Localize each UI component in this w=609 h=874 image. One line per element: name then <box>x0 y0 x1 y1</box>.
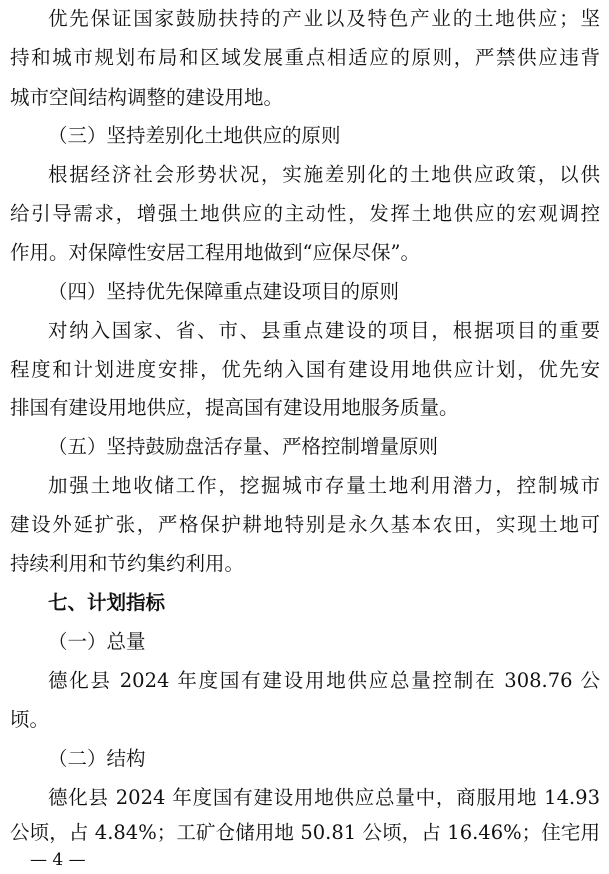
section-heading: （四）坚持优先保障重点建设项目的原则 <box>48 280 400 303</box>
paragraph-line: 城市空间结构调整的建设用地。 <box>10 86 284 109</box>
paragraph-line: 作用。对保障性安居工程用地做到“应保尽保”。 <box>10 241 420 264</box>
subsection-heading: （二）结构 <box>48 747 146 770</box>
section-heading: （五）坚持鼓励盘活存量、严格控制增量原则 <box>48 435 439 458</box>
paragraph-line: 顷。 <box>10 708 50 731</box>
paragraph-line: 加强土地收储工作，挖掘城市存量土地利用潜力，控制城市 <box>48 474 600 497</box>
paragraph-line: 持和城市规划布局和区域发展重点相适应的原则，严禁供应违背 <box>10 46 600 69</box>
paragraph-line: 给引导需求，增强土地供应的主动性，发挥土地供应的宏观调控 <box>10 202 600 225</box>
page-number: — 4 — <box>30 850 86 870</box>
paragraph-line: 程度和计划进度安排，优先纳入国有建设用地供应计划，优先安 <box>10 358 600 381</box>
subsection-heading: （一）总量 <box>48 630 146 653</box>
paragraph-line: 建设外延扩张，严格保护耕地特别是永久基本农田，实现土地可 <box>10 513 600 536</box>
chapter-heading: 七、计划指标 <box>48 591 166 614</box>
paragraph-line: 对纳入国家、省、市、县重点建设的项目，根据项目的重要 <box>48 319 600 342</box>
paragraph-line: 公顷，占 4.84%；工矿仓储用地 50.81 公顷，占 16.46%；住宅用 <box>10 821 600 844</box>
paragraph-line: 持续利用和节约集约利用。 <box>10 552 245 575</box>
paragraph-line: 根据经济社会形势状况，实施差别化的土地供应政策，以供 <box>48 163 600 186</box>
paragraph-line: 排国有建设用地供应，提高国有建设用地服务质量。 <box>10 396 459 419</box>
paragraph-line: 德化县 2024 年度国有建设用地供应总量控制在 308.76 公 <box>48 669 600 692</box>
section-heading: （三）坚持差别化土地供应的原则 <box>48 124 341 147</box>
paragraph-line: 优先保证国家鼓励扶持的产业以及特色产业的土地供应；坚 <box>48 7 600 30</box>
paragraph-line: 德化县 2024 年度国有建设用地供应总量中，商服用地 14.93 <box>48 786 600 809</box>
